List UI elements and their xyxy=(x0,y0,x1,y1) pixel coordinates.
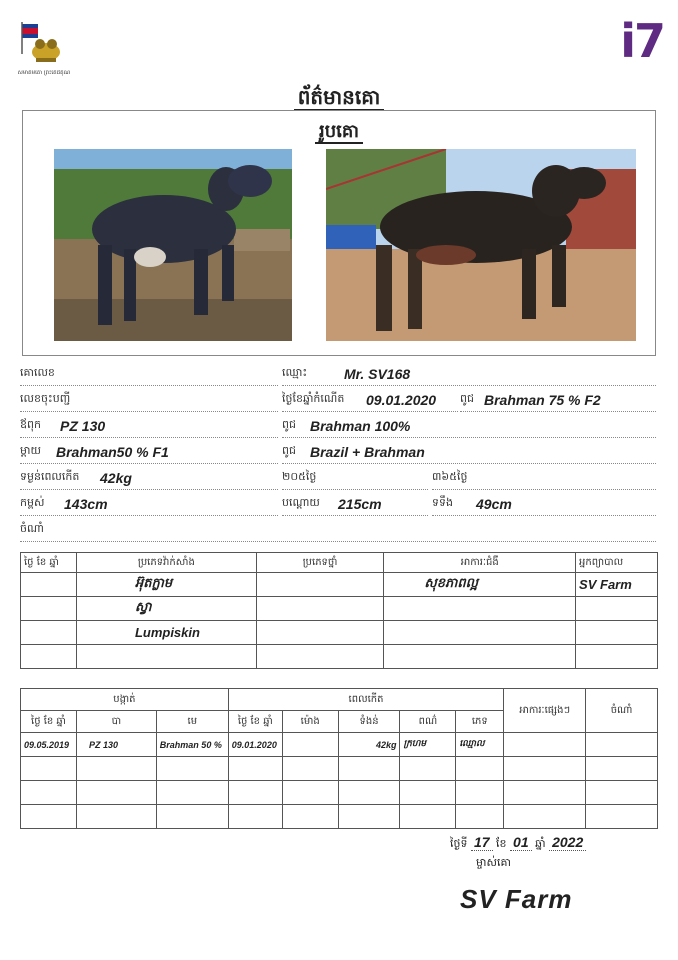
table-cell: 42kg xyxy=(338,733,400,757)
breeding-sub-header: មេ xyxy=(156,711,228,733)
birth-date-label: ថ្ងៃខែឆ្នាំកំណើត xyxy=(282,392,345,405)
health-header-vaccine: ប្រភេទវ៉ាក់សាំង xyxy=(76,553,256,573)
table-cell xyxy=(21,757,77,781)
table-cell xyxy=(228,805,282,829)
table-cell xyxy=(586,733,658,757)
registration-field xyxy=(20,388,278,412)
table-cell xyxy=(21,573,77,597)
table-cell xyxy=(504,805,586,829)
table-cell xyxy=(576,645,658,669)
table-cell xyxy=(400,757,456,781)
table-cell xyxy=(256,573,384,597)
sire-field xyxy=(20,414,278,438)
table-cell xyxy=(400,781,456,805)
height-field xyxy=(20,492,278,516)
breeding-table-group-header-row xyxy=(21,689,658,711)
birth-weight-value: 42kg xyxy=(100,470,132,486)
bull-photo-1 xyxy=(54,149,292,341)
table-cell xyxy=(400,805,456,829)
table-cell xyxy=(576,621,658,645)
signature-date xyxy=(450,834,586,853)
cow-number-label: គោលេខ xyxy=(20,366,55,379)
table-cell xyxy=(384,621,576,645)
table-cell xyxy=(228,757,282,781)
health-table-header-row xyxy=(21,553,658,573)
sire-breed-field xyxy=(282,414,656,438)
table-cell xyxy=(21,597,77,621)
table-cell xyxy=(504,733,586,757)
breeding-sub-header: ទំងន់ xyxy=(338,711,400,733)
day-label: ថ្ងៃទី xyxy=(450,837,468,850)
table-cell xyxy=(282,733,338,757)
breeding-header-mating: បង្កាត់ xyxy=(21,689,229,711)
table-cell xyxy=(282,757,338,781)
bull-photo-2 xyxy=(326,149,636,341)
table-cell xyxy=(384,597,576,621)
breed-value: Brahman 75 % F2 xyxy=(484,392,601,408)
breeding-sub-header: ភេទ xyxy=(456,711,504,733)
table-cell: ឈ្មោល xyxy=(456,733,504,757)
health-header-symptom: អាការៈជំងឺ xyxy=(384,553,576,573)
health-header-medicine: ប្រភេទថ្នាំ xyxy=(256,553,384,573)
field-row-5 xyxy=(20,466,656,490)
table-cell xyxy=(384,645,576,669)
length-value: 215cm xyxy=(338,496,382,512)
breeding-sub-header: ថ្ងៃ ខែ ឆ្នាំ xyxy=(21,711,77,733)
birth-date-value: 09.01.2020 xyxy=(366,392,437,408)
table-cell xyxy=(256,597,384,621)
table-row xyxy=(21,781,658,805)
owner-label: ម្ចាស់គោ xyxy=(476,856,511,869)
field-row-2 xyxy=(20,388,656,412)
cow-name-label: ឈ្មោះ xyxy=(282,366,308,379)
page-badge: i7 xyxy=(620,14,664,68)
breeding-sub-header: ថ្ងៃ ខែ ឆ្នាំ xyxy=(228,711,282,733)
table-cell xyxy=(256,621,384,645)
table-cell: អ៊ុតក្លាម xyxy=(76,573,256,597)
table-row xyxy=(21,733,658,757)
breeding-header-notes: ចំណាំ xyxy=(586,689,658,733)
field-row-6 xyxy=(20,492,656,516)
day-value: 17 xyxy=(471,834,493,851)
table-cell xyxy=(156,757,228,781)
health-header-caretaker: អ្នកព្យាបាល xyxy=(576,553,658,573)
sire-value: PZ 130 xyxy=(60,418,106,434)
length-label: បណ្ដោយ xyxy=(282,496,320,509)
table-cell xyxy=(256,645,384,669)
document-title-text: ព័ត៌មានគោ xyxy=(294,85,385,111)
table-cell: ក្រហម xyxy=(400,733,456,757)
breed-label: ពូជ xyxy=(460,392,474,405)
table-row xyxy=(21,597,658,621)
table-cell xyxy=(228,781,282,805)
table-row xyxy=(21,621,658,645)
table-row xyxy=(21,805,658,829)
table-cell xyxy=(21,621,77,645)
breeding-record-table xyxy=(20,688,658,829)
table-cell xyxy=(456,805,504,829)
cow-number-field xyxy=(20,362,278,386)
photo-section-title-text: រូបគោ xyxy=(315,121,363,144)
table-cell xyxy=(76,805,156,829)
cow-name-value: Mr. SV168 xyxy=(344,366,411,382)
weight-365-field xyxy=(432,466,656,490)
table-cell xyxy=(21,805,77,829)
table-cell: 09.05.2019 xyxy=(21,733,77,757)
table-cell xyxy=(456,757,504,781)
table-cell xyxy=(586,757,658,781)
dam-value: Brahman50 % F1 xyxy=(56,444,169,460)
notes-label: ចំណាំ xyxy=(20,522,44,535)
field-row-7 xyxy=(20,518,656,542)
owner-name: SV Farm xyxy=(460,884,573,914)
chest-value: 49cm xyxy=(476,496,512,512)
sire-breed-value: Brahman 100% xyxy=(310,418,411,434)
field-row-4 xyxy=(20,440,656,464)
table-cell xyxy=(156,781,228,805)
dam-breed-field xyxy=(282,440,656,464)
table-cell xyxy=(21,781,77,805)
table-cell xyxy=(76,645,256,669)
table-cell: SV Farm xyxy=(576,573,658,597)
cambodia-flag-cattle-seal-icon xyxy=(12,14,76,78)
dam-label: ម្ដាយ xyxy=(20,444,41,457)
table-cell xyxy=(282,781,338,805)
year-label: ឆ្នាំ xyxy=(535,837,546,850)
breeding-header-birth: ពេលកើត xyxy=(228,689,503,711)
cow-name-field xyxy=(282,362,656,386)
table-cell xyxy=(586,805,658,829)
height-value: 143cm xyxy=(64,496,108,512)
weight-205-field xyxy=(282,466,428,490)
table-cell xyxy=(76,757,156,781)
dark-brahman-bull-photo-icon xyxy=(54,149,292,341)
breeding-header-other: អាការៈផ្សេងៗ xyxy=(504,689,586,733)
sire-breed-label: ពូជ xyxy=(282,418,296,431)
table-cell: ស្វា xyxy=(76,597,256,621)
black-brahman-bull-on-lead-photo-icon xyxy=(326,149,636,341)
table-row xyxy=(21,757,658,781)
month-value: 01 xyxy=(510,834,532,851)
photo-section xyxy=(22,110,656,356)
length-field xyxy=(282,492,428,516)
dam-field xyxy=(20,440,278,464)
table-row xyxy=(21,573,658,597)
field-row-3 xyxy=(20,414,656,438)
table-cell xyxy=(338,781,400,805)
height-label: កម្ពស់ xyxy=(20,496,45,509)
table-cell xyxy=(504,781,586,805)
field-row-1 xyxy=(20,362,656,386)
photo-section-title xyxy=(23,119,655,146)
table-cell xyxy=(586,781,658,805)
table-cell: 09.01.2020 xyxy=(228,733,282,757)
table-cell xyxy=(504,757,586,781)
breeding-sub-header: ម៉ោង xyxy=(282,711,338,733)
breeding-sub-header: ពណ៌ xyxy=(400,711,456,733)
weight-365-label: ៣៦៥ថ្ងៃ xyxy=(432,470,468,483)
table-cell: PZ 130 xyxy=(76,733,156,757)
birth-weight-label: ទម្ងន់ពេលកើត xyxy=(20,470,80,483)
breed-field xyxy=(460,388,656,412)
health-record-table xyxy=(20,552,658,669)
weight-205-label: ២០៥ថ្ងៃ xyxy=(282,470,317,483)
table-cell xyxy=(282,805,338,829)
dam-breed-label: ពូជ xyxy=(282,444,296,457)
logo-text: សមាគមគោ ព្រះតេជគុណ xyxy=(17,70,71,76)
health-header-date: ថ្ងៃ ខែ ឆ្នាំ xyxy=(21,553,77,573)
table-row xyxy=(21,645,658,669)
table-cell xyxy=(156,805,228,829)
dam-breed-value: Brazil + Brahman xyxy=(310,444,425,460)
chest-label: ទទឹង xyxy=(432,496,453,509)
table-cell: Brahman 50 % xyxy=(156,733,228,757)
table-cell xyxy=(21,645,77,669)
table-cell: សុខភាពល្អ xyxy=(384,573,576,597)
year-value: 2022 xyxy=(549,834,586,851)
birth-weight-field xyxy=(20,466,278,490)
chest-field xyxy=(432,492,656,516)
breeding-sub-header: បា xyxy=(76,711,156,733)
notes-field xyxy=(20,518,656,542)
table-cell xyxy=(576,597,658,621)
organization-logo xyxy=(12,14,76,78)
sire-label: ឪពុក xyxy=(20,418,41,431)
table-cell xyxy=(338,805,400,829)
month-label: ខែ xyxy=(496,837,507,850)
registration-label: លេខចុះបញ្ជី xyxy=(20,392,71,405)
table-cell: Lumpiskin xyxy=(76,621,256,645)
birth-date-field xyxy=(282,388,458,412)
table-cell xyxy=(76,781,156,805)
table-cell xyxy=(338,757,400,781)
table-cell xyxy=(456,781,504,805)
